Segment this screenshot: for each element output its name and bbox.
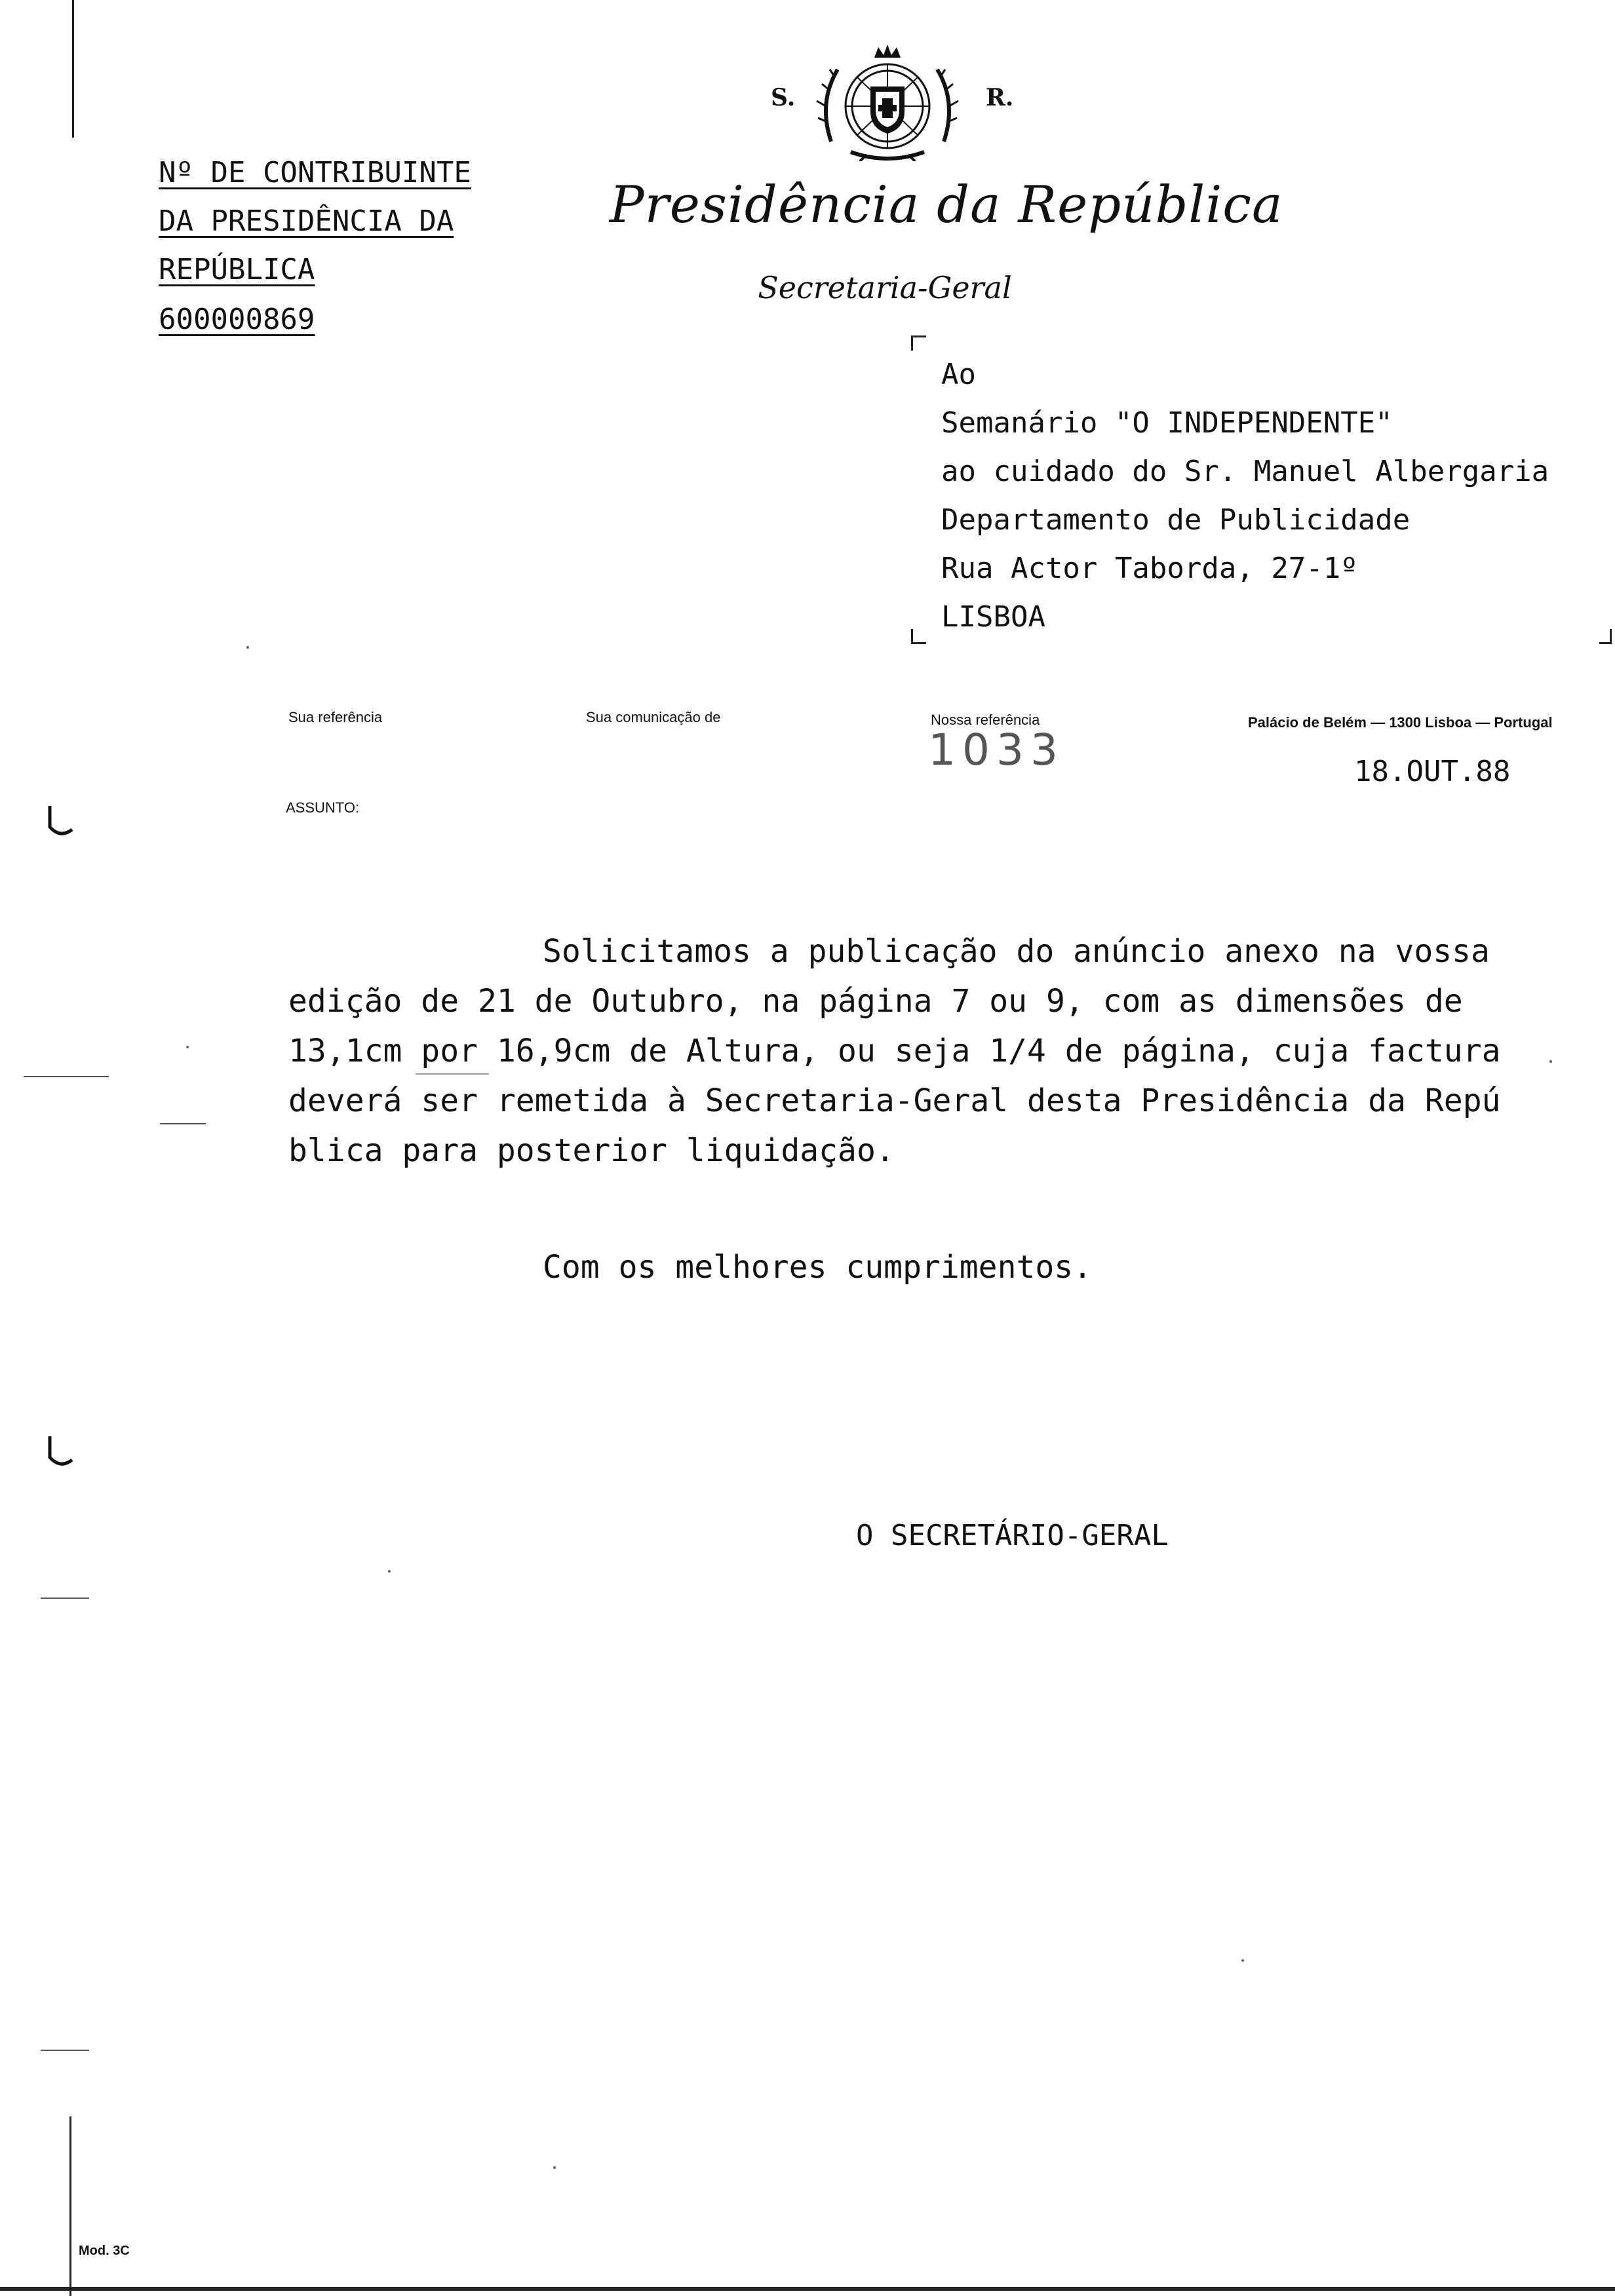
punch-hole-mark-lower	[46, 1434, 75, 1469]
form-id: Mod. 3C	[79, 2244, 130, 2258]
coat-of-arms-icon	[811, 43, 963, 161]
taxpayer-number: 600000869	[159, 303, 315, 336]
margin-mark-1	[24, 1076, 109, 1077]
body-line-2: edição de 21 de Outubro, na página 7 ou 9, com as dimensões de	[288, 983, 1463, 1020]
punch-hole-mark-upper	[46, 803, 75, 839]
letterhead-right-letter: R.	[986, 84, 1014, 111]
label-sua-referencia: Sua referência	[288, 709, 383, 725]
recipient-line-1: Ao	[941, 358, 976, 391]
body-line-1: Solicitamos a publicação do anúncio anexo na vossa	[543, 933, 1490, 970]
taxpayer-line-1: Nº DE CONTRIBUINTE	[159, 156, 471, 189]
label-nossa-referencia: Nossa referência	[931, 712, 1040, 728]
left-margin-line-bottom	[69, 2116, 71, 2296]
recipient-line-2: Semanário "O INDEPENDENTE"	[941, 406, 1393, 440]
letter-date: 18.OUT.88	[1354, 755, 1511, 788]
recipient-line-3: ao cuidado do Sr. Manuel Albergaria	[941, 455, 1549, 488]
address-corner-bottom-right	[1599, 629, 1612, 644]
body-line-4: deverá ser remetida à Secretaria-Geral desta Presidência da Repú	[288, 1082, 1501, 1119]
address-corner-top-left	[911, 335, 926, 351]
bottom-edge-line	[0, 2287, 1615, 2291]
speck-6	[1241, 1959, 1244, 1962]
label-assunto: ASSUNTO:	[286, 799, 360, 816]
nossa-referencia-value: 1033	[928, 725, 1064, 775]
speck-1	[246, 646, 249, 649]
letterhead-subtitle: Secretaria-Geral	[758, 270, 1012, 305]
underline-mark	[416, 1073, 489, 1075]
sender-address: Palácio de Belém — 1300 Lisboa — Portugal	[1248, 714, 1553, 731]
taxpayer-line-2: DA PRESIDÊNCIA DA	[159, 204, 454, 238]
margin-mark-3	[41, 1598, 89, 1599]
body-line-3: 13,1cm por 16,9cm de Altura, ou seja 1/4 de página, cuja factura	[288, 1033, 1501, 1069]
margin-mark-4	[41, 2050, 89, 2051]
body-line-5: blica para posterior liquidação.	[288, 1132, 895, 1169]
recipient-line-4: Departamento de Publicidade	[941, 503, 1411, 537]
recipient-line-5: Rua Actor Taborda, 27-1º	[941, 552, 1358, 585]
speck-4	[553, 2166, 556, 2169]
speck-2	[186, 1046, 189, 1048]
margin-mark-2	[160, 1123, 206, 1124]
speck-5	[1549, 1060, 1552, 1063]
address-corner-bottom-left	[911, 629, 926, 644]
label-sua-comunicacao: Sua comunicação de	[586, 709, 721, 725]
letterhead-title: Presidência da República	[610, 176, 1283, 235]
closing-line: Com os melhores cumprimentos.	[543, 1249, 1093, 1286]
signature-title: O SECRETÁRIO-GERAL	[856, 1519, 1169, 1552]
letterhead-left-letter: S.	[771, 84, 796, 111]
speck-3	[388, 1570, 391, 1573]
left-margin-line-top	[72, 0, 74, 138]
taxpayer-line-3: REPÚBLICA	[159, 253, 315, 286]
recipient-line-6: LISBOA	[941, 600, 1045, 634]
